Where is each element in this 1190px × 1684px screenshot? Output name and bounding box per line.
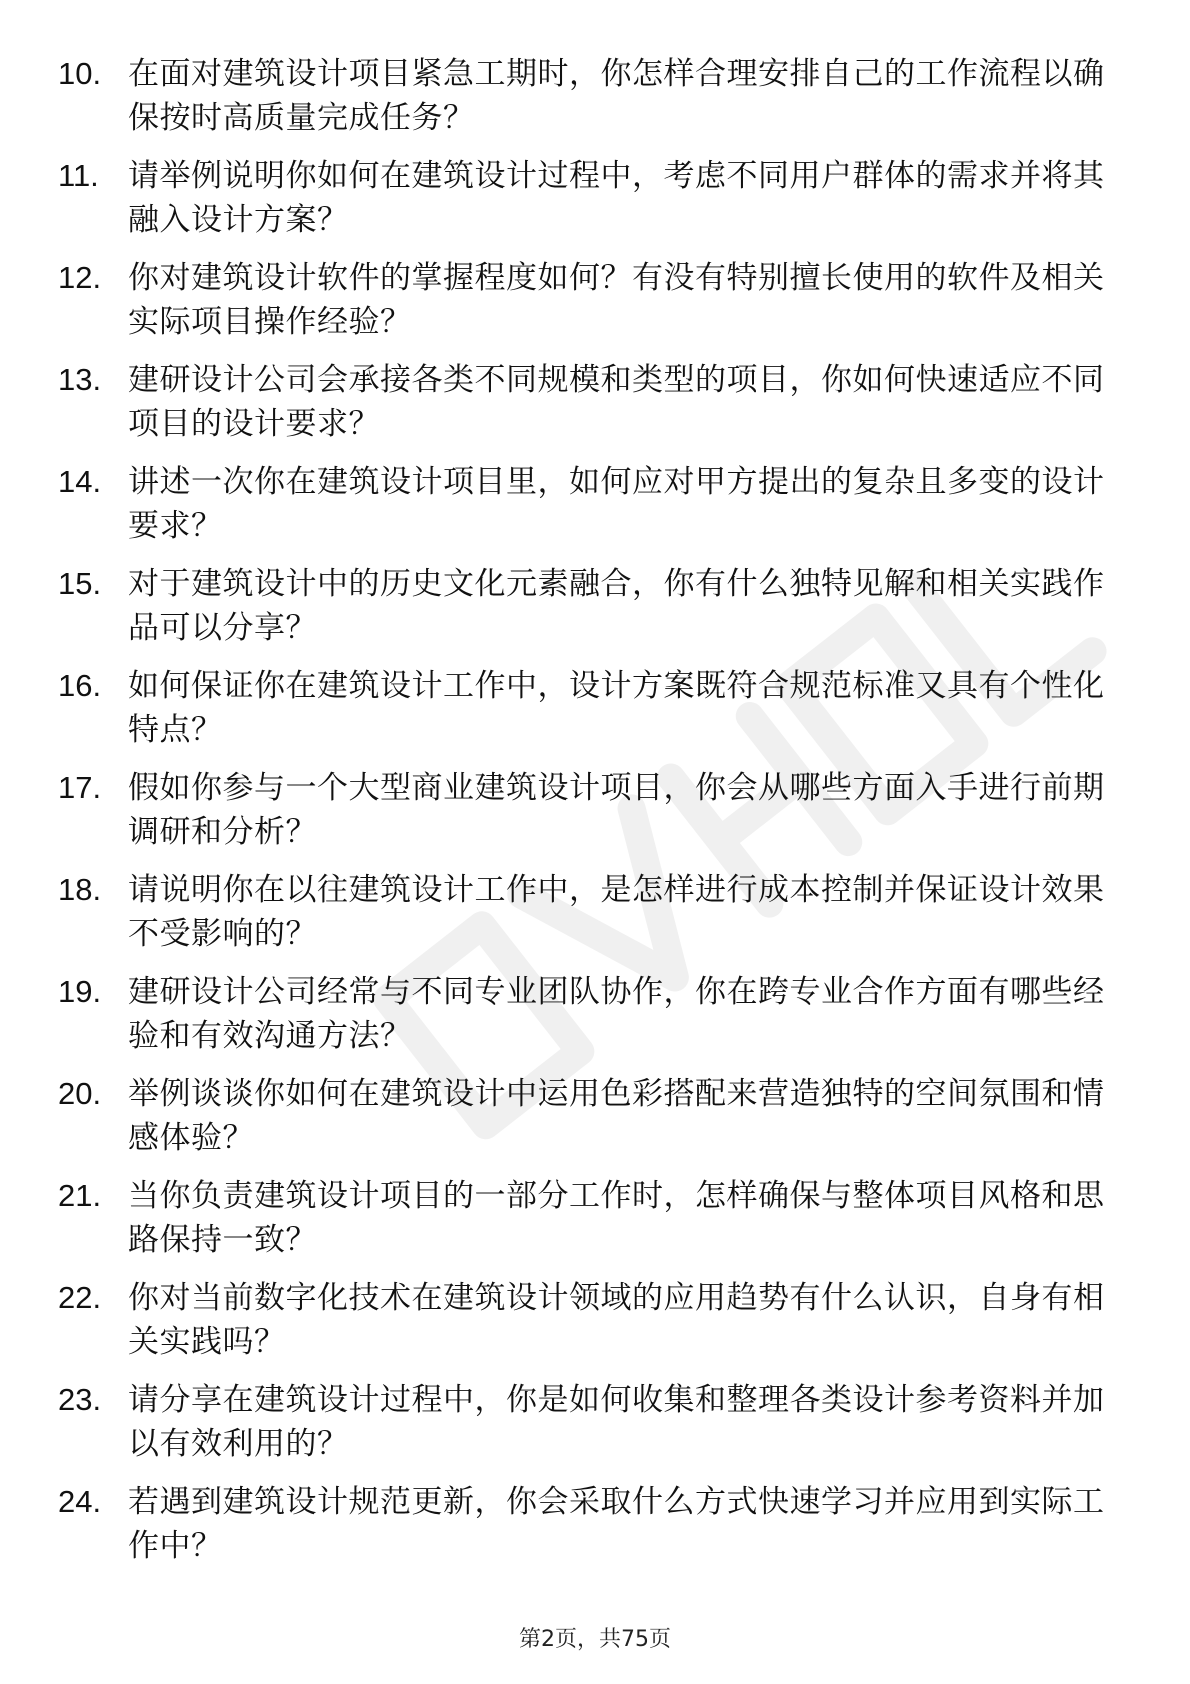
- question-item: [58, 1480, 1118, 1582]
- question-number: 22.: [58, 1280, 102, 1315]
- question-text: 对于建筑设计中的历史文化元素融合，你有什么独特见解和相关实践作品可以分享？: [128, 566, 1105, 646]
- question-text: 当你负责建筑设计项目的一部分工作时，怎样确保与整体项目风格和思路保持一致？: [128, 1178, 1105, 1258]
- question-text: 请说明你在以往建筑设计工作中，是怎样进行成本控制并保证设计效果不受影响的？: [128, 872, 1105, 952]
- question-item: [58, 1378, 1118, 1480]
- question-number: 21.: [58, 1178, 102, 1213]
- question-item: [58, 1276, 1118, 1378]
- question-text: 若遇到建筑设计规范更新，你会采取什么方式快速学习并应用到实际工作中？: [128, 1484, 1105, 1564]
- question-text: 建研设计公司会承接各类不同规模和类型的项目，你如何快速适应不同项目的设计要求？: [128, 362, 1105, 442]
- question-text: 你对建筑设计软件的掌握程度如何？有没有特别擅长使用的软件及相关实际项目操作经验？: [128, 260, 1105, 340]
- question-item: [58, 664, 1118, 766]
- question-text: 建研设计公司经常与不同专业团队协作，你在跨专业合作方面有哪些经验和有效沟通方法？: [128, 974, 1105, 1054]
- question-item: [58, 52, 1118, 154]
- question-number: 20.: [58, 1076, 102, 1111]
- question-number: 24.: [58, 1484, 102, 1519]
- question-item: [58, 562, 1118, 664]
- question-item: [58, 970, 1118, 1072]
- question-list: [58, 52, 1118, 1582]
- question-item: [58, 154, 1118, 256]
- question-text: 讲述一次你在建筑设计项目里，如何应对甲方提出的复杂且多变的设计要求？: [128, 464, 1105, 544]
- question-text: 在面对建筑设计项目紧急工期时，你怎样合理安排自己的工作流程以确保按时高质量完成任务？: [128, 56, 1105, 136]
- question-number: 14.: [58, 464, 102, 499]
- question-item: [58, 868, 1118, 970]
- question-number: 10.: [58, 56, 102, 91]
- question-number: 15.: [58, 566, 102, 601]
- question-item: [58, 1174, 1118, 1276]
- question-text: 假如你参与一个大型商业建筑设计项目，你会从哪些方面入手进行前期调研和分析？: [128, 770, 1105, 850]
- question-number: 17.: [58, 770, 102, 805]
- question-number: 19.: [58, 974, 102, 1009]
- question-number: 18.: [58, 872, 102, 907]
- question-text: 请举例说明你如何在建筑设计过程中，考虑不同用户群体的需求并将其融入设计方案？: [128, 158, 1105, 238]
- page-footer: 第2页，共75页: [519, 1627, 671, 1652]
- question-number: 16.: [58, 668, 102, 703]
- question-number: 23.: [58, 1382, 102, 1417]
- question-number: 13.: [58, 362, 102, 397]
- question-item: [58, 460, 1118, 562]
- question-text: 你对当前数字化技术在建筑设计领域的应用趋势有什么认识，自身有相关实践吗？: [128, 1280, 1105, 1360]
- question-item: [58, 766, 1118, 868]
- question-text: 请分享在建筑设计过程中，你是如何收集和整理各类设计参考资料并加以有效利用的？: [128, 1382, 1105, 1462]
- question-item: [58, 256, 1118, 358]
- question-text: 如何保证你在建筑设计工作中，设计方案既符合规范标准又具有个性化特点？: [128, 668, 1105, 748]
- question-item: [58, 358, 1118, 460]
- question-number: 11.: [58, 158, 99, 193]
- question-number: 12.: [58, 260, 102, 295]
- question-item: [58, 1072, 1118, 1174]
- question-text: 举例谈谈你如何在建筑设计中运用色彩搭配来营造独特的空间氛围和情感体验？: [128, 1076, 1105, 1156]
